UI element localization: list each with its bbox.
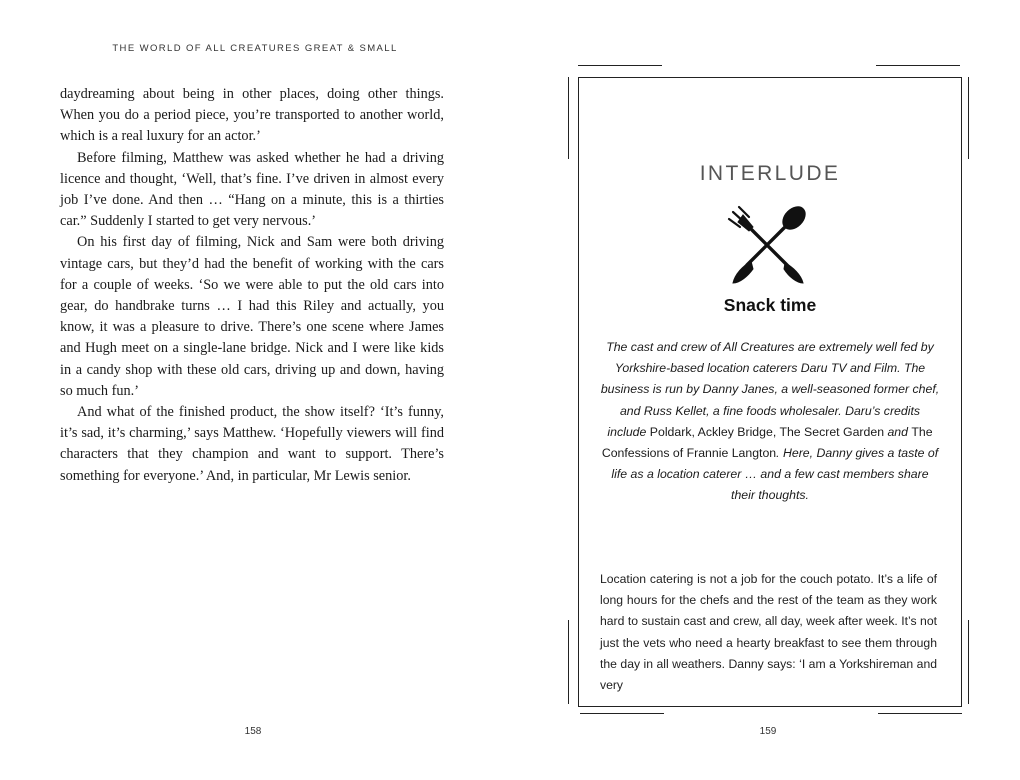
frame-rule-top-left: [578, 65, 662, 66]
section-title: Snack time: [723, 295, 817, 315]
right-page-body: [600, 569, 937, 696]
page-number-right: 159: [759, 726, 777, 737]
frame-rule-top-right: [876, 65, 960, 66]
intro-separator-2: ,: [772, 424, 780, 439]
intro-part-1: The cast and crew of All Creatures are extremely well fed by Yorkshire-based location caterers Daru TV and Film. The business is run by Danny Janes, a well-seasoned former chef, and Russ Kellet, a fine foods wholesaler. Daru’s credits include: [600, 340, 940, 439]
left-paragraph-4: And what of the finished product, the show itself? ‘It’s funny, it’s sad, it’s charming,’ says Matthew. ‘Hopefully viewers will find characters that they champion and want to support. There’s something for everyone.’ And, in particular, Mr Lewis senior.: [60, 404, 444, 484]
frame-rule-left-top: [568, 77, 569, 159]
left-paragraph-2: Before filming, Matthew was asked whether he had a driving licence and thought, ‘Well, that’s fine. I’ve driven in almost every job I’ve done. And then … “Hang on a minute, this is a thirties car.” Suddenly I started to get very nervous.’: [60, 149, 444, 230]
credit-title-4: The Confessions of Frannie Langton: [601, 424, 933, 461]
frame-rule-bottom-left: [580, 713, 664, 714]
left-paragraph-3: On his first day of filming, Nick and Sam were both driving vintage cars, but they’d had the benefit of working with the cars for a couple of weeks. ‘So we were able to put the old cars into gear, do handbrake turns … I had this Riley and actually, you know, it was a pleasure to drive. There’s one scene where James and Hugh meet on a single-lane bridge. Nick and I were like kids in a candy shop with these old cars, driving up and down, having so much fun.’: [60, 234, 444, 399]
credit-title-3: The Secret Garden: [779, 424, 885, 439]
frame-rule-right-bottom: [968, 620, 969, 704]
frame-rule-left-bottom: [568, 620, 569, 704]
intro-part-2: . Here, Danny gives a taste of life as a location caterer … and a few cast members share their thoughts.: [611, 446, 939, 503]
left-paragraph-1: daydreaming about being in other places, doing other things. When you do a period piece, you’re transported to another world, which is a real luxury for an actor.’: [60, 86, 444, 145]
intro-text: [600, 337, 940, 507]
credit-title-1: Poldark: [649, 424, 692, 439]
right-paragraph-1: Location catering is not a job for the couch potato. It’s a life of long hours for the chefs and the rest of the team as they work hard to sustain cast and crew, all day, week after week. It’s not just the vets who need a hearty breakfast to see them through the day in all weathers. Danny says: ‘I am a Yorkshireman and very: [600, 572, 937, 693]
section-heading: INTERLUDE: [699, 162, 841, 185]
frame-rule-bottom-right: [878, 713, 962, 714]
intro-and: and: [884, 424, 912, 439]
frame-rule-right-top: [968, 77, 969, 159]
running-head: THE WORLD OF ALL CREATURES GREAT & SMALL: [112, 43, 398, 54]
intro-separator-1: ,: [691, 424, 698, 439]
credit-title-2: Ackley Bridge: [697, 424, 773, 439]
page-number-left: 158: [244, 726, 262, 737]
left-page-body: [60, 84, 444, 487]
crossed-fork-and-spoon-icon: [725, 203, 811, 289]
